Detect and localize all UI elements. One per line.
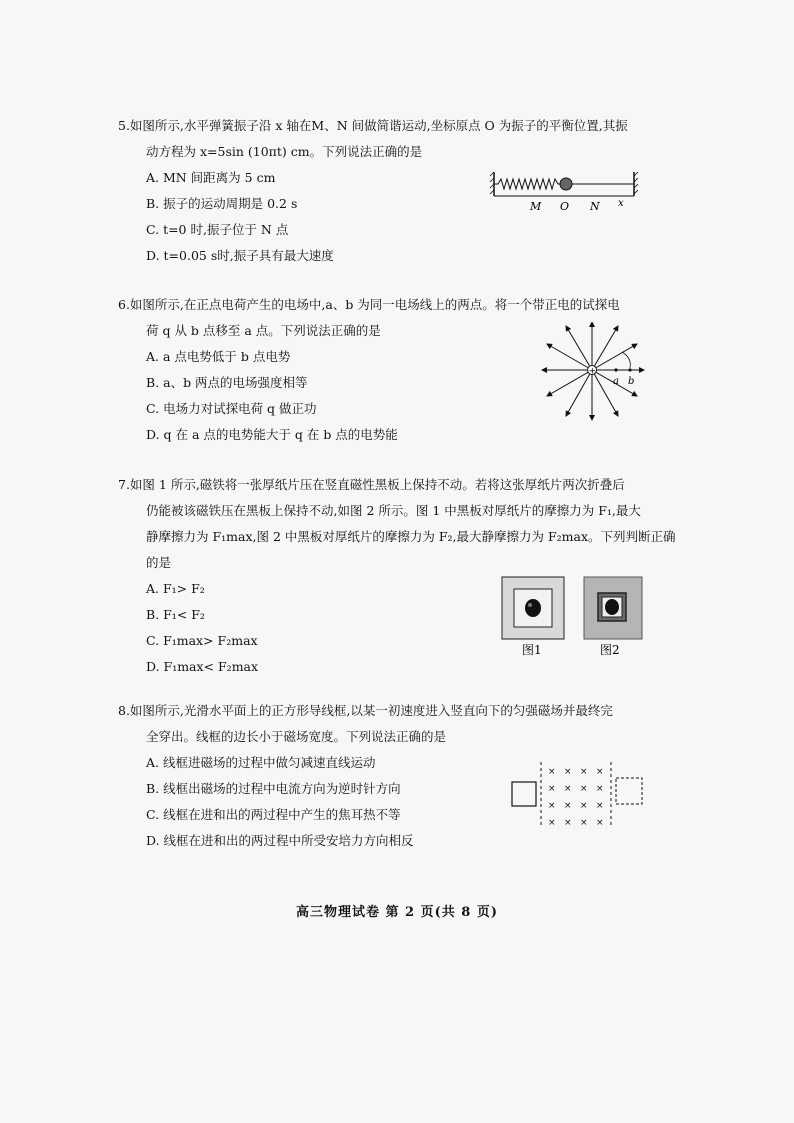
question-5-option-b: B. 振子的运动周期是 0.2 s: [146, 196, 298, 211]
svg-text:×: ×: [596, 818, 604, 828]
question-7-stem-line4: 的是: [146, 555, 172, 570]
spring: [494, 179, 560, 189]
question-5-stem-line1: 5.如图所示,水平弹簧振子沿 x 轴在M、N 间做简谐运动,坐标原点 O 为振子的平衡位置,其振: [118, 118, 628, 133]
question-5-option-d: D. t=0.05 s时,振子具有最大速度: [146, 248, 334, 263]
question-8-option-b: B. 线框出磁场的过程中电流方向为逆时针方向: [146, 781, 401, 796]
svg-text:×: ×: [548, 818, 556, 828]
svg-text:×: ×: [564, 818, 572, 828]
spring-oscillator-figure: [488, 168, 648, 214]
svg-text:×: ×: [564, 784, 572, 794]
figure-1-caption: 图1: [522, 643, 542, 657]
svg-text:×: ×: [580, 801, 588, 811]
question-8-option-c: C. 线框在进和出的两过程中产生的焦耳热不等: [146, 807, 401, 822]
question-5-option-c: C. t=0 时,振子位于 N 点: [146, 222, 289, 237]
question-7-stem-line3: 静摩擦力为 F₁max,图 2 中黑板对厚纸片的摩擦力为 F₂,最大静摩擦力为 F₂max。下列判断正确: [146, 529, 676, 544]
question-8-stem-line1: 8.如图所示,光滑水平面上的正方形导线框,以某一初速度进入竖直向下的匀强磁场并最终完: [118, 703, 613, 718]
page-footer: 高三物理试卷 第 2 页(共 8 页): [295, 905, 499, 920]
question-6-stem-line1: 6.如图所示,在正点电荷产生的电场中,a、b 为同一电场线上的两点。将一个带正电的试探电: [118, 297, 620, 312]
svg-text:×: ×: [548, 767, 556, 777]
svg-text:×: ×: [596, 801, 604, 811]
question-7-option-d: D. F₁max< F₂max: [146, 659, 259, 674]
question-5-option-a: A. MN 间距离为 5 cm: [146, 170, 276, 185]
svg-text:×: ×: [596, 784, 604, 794]
label-o: O: [560, 200, 570, 213]
point-b: [628, 368, 631, 371]
svg-text:×: ×: [580, 767, 588, 777]
question-6-option-a: A. a 点电势低于 b 点电势: [146, 349, 291, 364]
electric-field-figure: [540, 322, 650, 422]
question-8-stem-line2: 全穿出。线框的边长小于磁场宽度。下列说法正确的是: [146, 729, 447, 744]
charge-sign: +: [588, 366, 597, 377]
label-x-axis: x: [618, 198, 624, 209]
magnetic-field-figure: [508, 760, 650, 830]
svg-text:×: ×: [580, 784, 588, 794]
question-7-stem-line1: 7.如图 1 所示,磁铁将一张厚纸片压在竖直磁性黑板上保持不动。若将这张厚纸片两次折叠后: [118, 477, 625, 492]
point-a: [614, 368, 617, 371]
magnet-blackboard-figure: [500, 575, 645, 660]
figure-1: [502, 577, 564, 639]
question-8-option-d: D. 线框在进和出的两过程中所受安培力方向相反: [146, 833, 414, 848]
question-5-stem-line2: 动方程为 x=5sin (10πt) cm。下列说法正确的是: [146, 144, 423, 159]
question-7-stem-line2: 仍能被该磁铁压在黑板上保持不动,如图 2 所示。图 1 中黑板对厚纸片的摩擦力为 F₁,最大: [146, 503, 641, 518]
coil-entering: [512, 782, 536, 806]
question-6-stem-line2: 荷 q 从 b 点移至 a 点。下列说法正确的是: [146, 323, 381, 338]
svg-text:×: ×: [548, 801, 556, 811]
magnet-2: [605, 599, 619, 615]
label-b: b: [628, 376, 635, 387]
question-6-option-b: B. a、b 两点的电场强度相等: [146, 375, 308, 390]
svg-text:×: ×: [564, 767, 572, 777]
question-7-option-a: A. F₁> F₂: [146, 581, 205, 596]
angle-arc: [622, 352, 630, 368]
figure-2: [584, 577, 642, 639]
svg-text:×: ×: [564, 801, 572, 811]
question-7-option-c: C. F₁max> F₂max: [146, 633, 258, 648]
figure-2-caption: 图2: [600, 643, 620, 657]
question-6-option-c: C. 电场力对试探电荷 q 做正功: [146, 401, 317, 416]
label-n: N: [590, 200, 600, 213]
label-a: a: [613, 376, 619, 387]
oscillator-ball: [560, 178, 572, 190]
magnet-1: [525, 599, 541, 617]
field-crosses: [548, 767, 604, 828]
label-m: M: [530, 200, 542, 213]
coil-exiting: [616, 778, 642, 804]
question-6-option-d: D. q 在 a 点的电势能大于 q 在 b 点的电势能: [146, 427, 398, 442]
svg-text:×: ×: [580, 818, 588, 828]
question-7-option-b: B. F₁< F₂: [146, 607, 205, 622]
svg-text:×: ×: [596, 767, 604, 777]
question-8-option-a: A. 线框进磁场的过程中做匀减速直线运动: [146, 755, 376, 770]
svg-text:×: ×: [548, 784, 556, 794]
